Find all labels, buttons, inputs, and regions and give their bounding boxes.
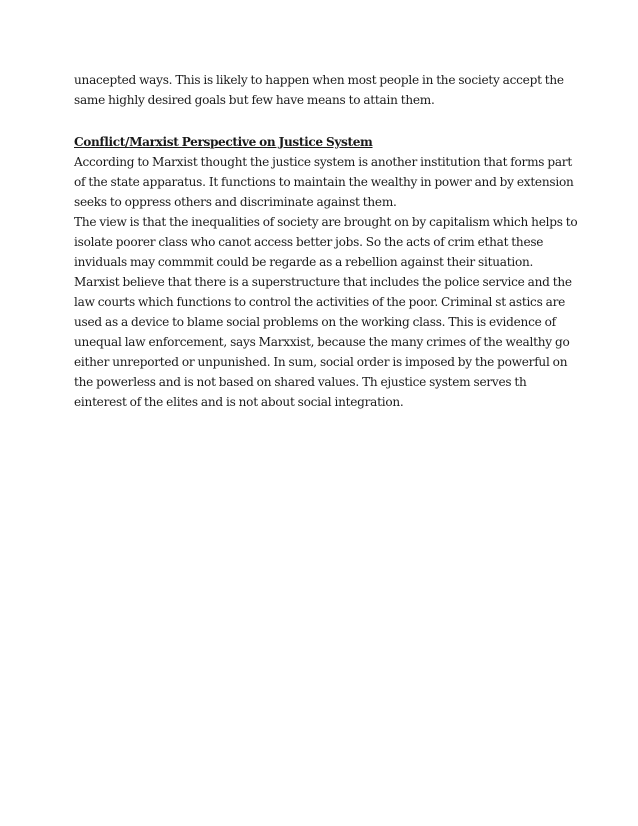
body-line: law courts which functions to control the activities of the poor. Criminal st astics are — [74, 295, 566, 309]
body-line: Marxist believe that there is a superstructure that includes the police service and the — [74, 275, 572, 289]
body-line: seeks to oppress others and discriminate against them. — [74, 195, 397, 209]
page-content — [74, 70, 578, 412]
body-line: According to Marxist thought the justice system is another institution that forms part — [74, 155, 572, 169]
paragraph-spacer — [74, 110, 574, 132]
body-line: isolate poorer class who canot access better jobs. So the acts of crim ethat these — [74, 235, 544, 249]
body-line: inviduals may commmit could be regarde as a rebellion against their situation. — [74, 255, 534, 269]
body-line: of the state apparatus. It functions to maintain the wealthy in power and by extension — [74, 175, 574, 189]
body-line: unacepted ways. This is likely to happen when most people in the society accept the — [74, 73, 564, 87]
body-line: unequal law enforcement, says Marxxist, because the many crimes of the wealthy go — [74, 335, 570, 349]
body-line: either unreported or unpunished. In sum, social order is imposed by the powerful on — [74, 355, 568, 369]
body-line: used as a device to blame social problems on the working class. This is evidence of — [74, 315, 556, 329]
body-line: einterest of the elites and is not about social integration. — [74, 395, 404, 409]
body-line: same highly desired goals but few have means to attain them. — [74, 93, 435, 107]
body-line: the powerless and is not based on shared values. Th ejustice system serves th — [74, 375, 527, 389]
body-line: The view is that the inequalities of society are brought on by capitalism which helps to — [74, 215, 578, 229]
section-heading: Conflict/Marxist Perspective on Justice System — [74, 135, 373, 149]
